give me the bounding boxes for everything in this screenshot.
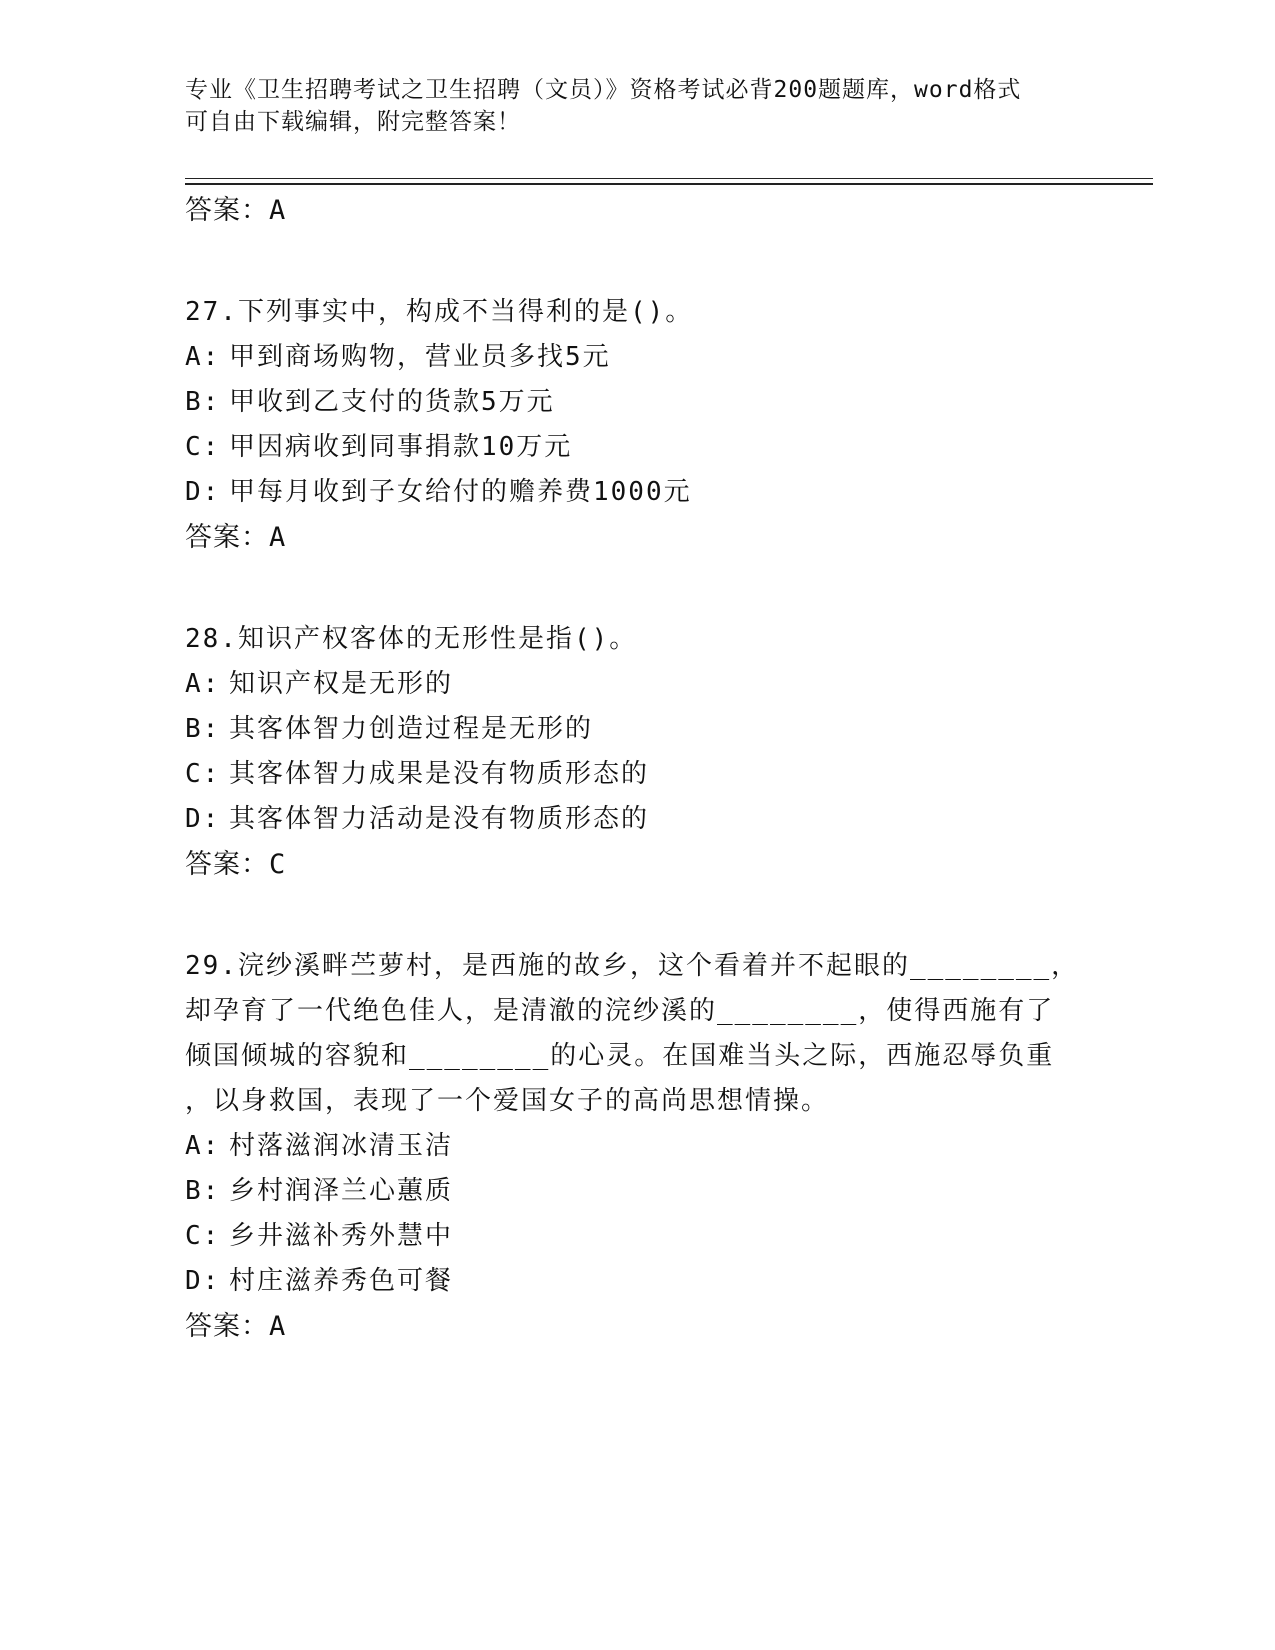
option-key: D:: [185, 804, 221, 834]
option-key: B:: [185, 714, 221, 744]
option-text: 知识产权是无形的: [229, 669, 454, 699]
answer-label: 答案：: [185, 849, 269, 880]
option-key: D:: [185, 477, 221, 507]
option-a: [185, 1124, 1085, 1169]
answer-value: A: [269, 1311, 287, 1342]
header-line-2: 可自由下载编辑，附完整答案！: [185, 109, 521, 135]
question-28: [185, 617, 1085, 888]
option-text: 甲因病收到同事捐款10万元: [229, 432, 573, 462]
question-answer: [185, 1304, 1085, 1350]
header-divider-thick: [185, 183, 1153, 185]
option-d: [185, 797, 1085, 842]
question-stem: [185, 617, 1085, 662]
question-stem: [185, 944, 1085, 1124]
header-divider-thin: [185, 178, 1153, 179]
option-key: A:: [185, 669, 221, 699]
question-stem-line: 倾国倾城的容貌和________的心灵。在国难当头之际，西施忍辱负重: [185, 1041, 1055, 1071]
option-d: [185, 1259, 1085, 1304]
answer-label: 答案：: [185, 195, 269, 226]
option-text: 乡井滋补秀外慧中: [229, 1221, 454, 1251]
option-key: A:: [185, 342, 221, 372]
question-stem-line: 27.下列事实中，构成不当得利的是()。: [185, 297, 694, 327]
option-d: [185, 470, 1085, 515]
option-a: [185, 662, 1085, 707]
option-key: C:: [185, 759, 221, 789]
option-text: 其客体智力创造过程是无形的: [229, 714, 594, 744]
option-text: 其客体智力成果是没有物质形态的: [229, 759, 650, 789]
option-text: 其客体智力活动是没有物质形态的: [229, 804, 650, 834]
question-stem-line: 却孕育了一代绝色佳人，是清澈的浣纱溪的________，使得西施有了: [185, 996, 1055, 1026]
question-stem-line: 29.浣纱溪畔苎萝村，是西施的故乡，这个看着并不起眼的________，: [185, 951, 1080, 981]
question-stem-line: ，以身救国，表现了一个爱国女子的高尚思想情操。: [185, 1086, 830, 1116]
option-text: 甲到商场购物，营业员多找5元: [229, 342, 611, 372]
question-answer: [185, 515, 1085, 561]
option-b: [185, 380, 1085, 425]
document-header: [185, 74, 1065, 138]
option-key: A:: [185, 1131, 221, 1161]
answer-value: C: [269, 849, 287, 880]
previous-answer: [185, 188, 1085, 234]
option-c: [185, 752, 1085, 797]
option-c: [185, 425, 1085, 470]
question-list: [185, 188, 1085, 1350]
answer-value: A: [269, 522, 287, 553]
question-stem: [185, 290, 1085, 335]
question-answer: [185, 842, 1085, 888]
option-b: [185, 1169, 1085, 1214]
answer-label: 答案：: [185, 522, 269, 553]
question-stem-line: 28.知识产权客体的无形性是指()。: [185, 624, 638, 654]
option-key: C:: [185, 1221, 221, 1251]
option-c: [185, 1214, 1085, 1259]
answer-value: A: [269, 195, 287, 226]
question-27: [185, 290, 1085, 561]
option-key: D:: [185, 1266, 221, 1296]
option-a: [185, 335, 1085, 380]
option-text: 村庄滋养秀色可餐: [229, 1266, 454, 1296]
option-text: 甲每月收到子女给付的赡养费1000元: [229, 477, 692, 507]
answer-label: 答案：: [185, 1311, 269, 1342]
option-text: 甲收到乙支付的货款5万元: [229, 387, 555, 417]
header-line-1: 专业《卫生招聘考试之卫生招聘（文员）》资格考试必背200题题库，word格式: [185, 77, 1022, 103]
option-key: B:: [185, 387, 221, 417]
option-key: C:: [185, 432, 221, 462]
option-text: 乡村润泽兰心蕙质: [229, 1176, 454, 1206]
option-b: [185, 707, 1085, 752]
option-key: B:: [185, 1176, 221, 1206]
question-29: [185, 944, 1085, 1350]
option-text: 村落滋润冰清玉洁: [229, 1131, 454, 1161]
